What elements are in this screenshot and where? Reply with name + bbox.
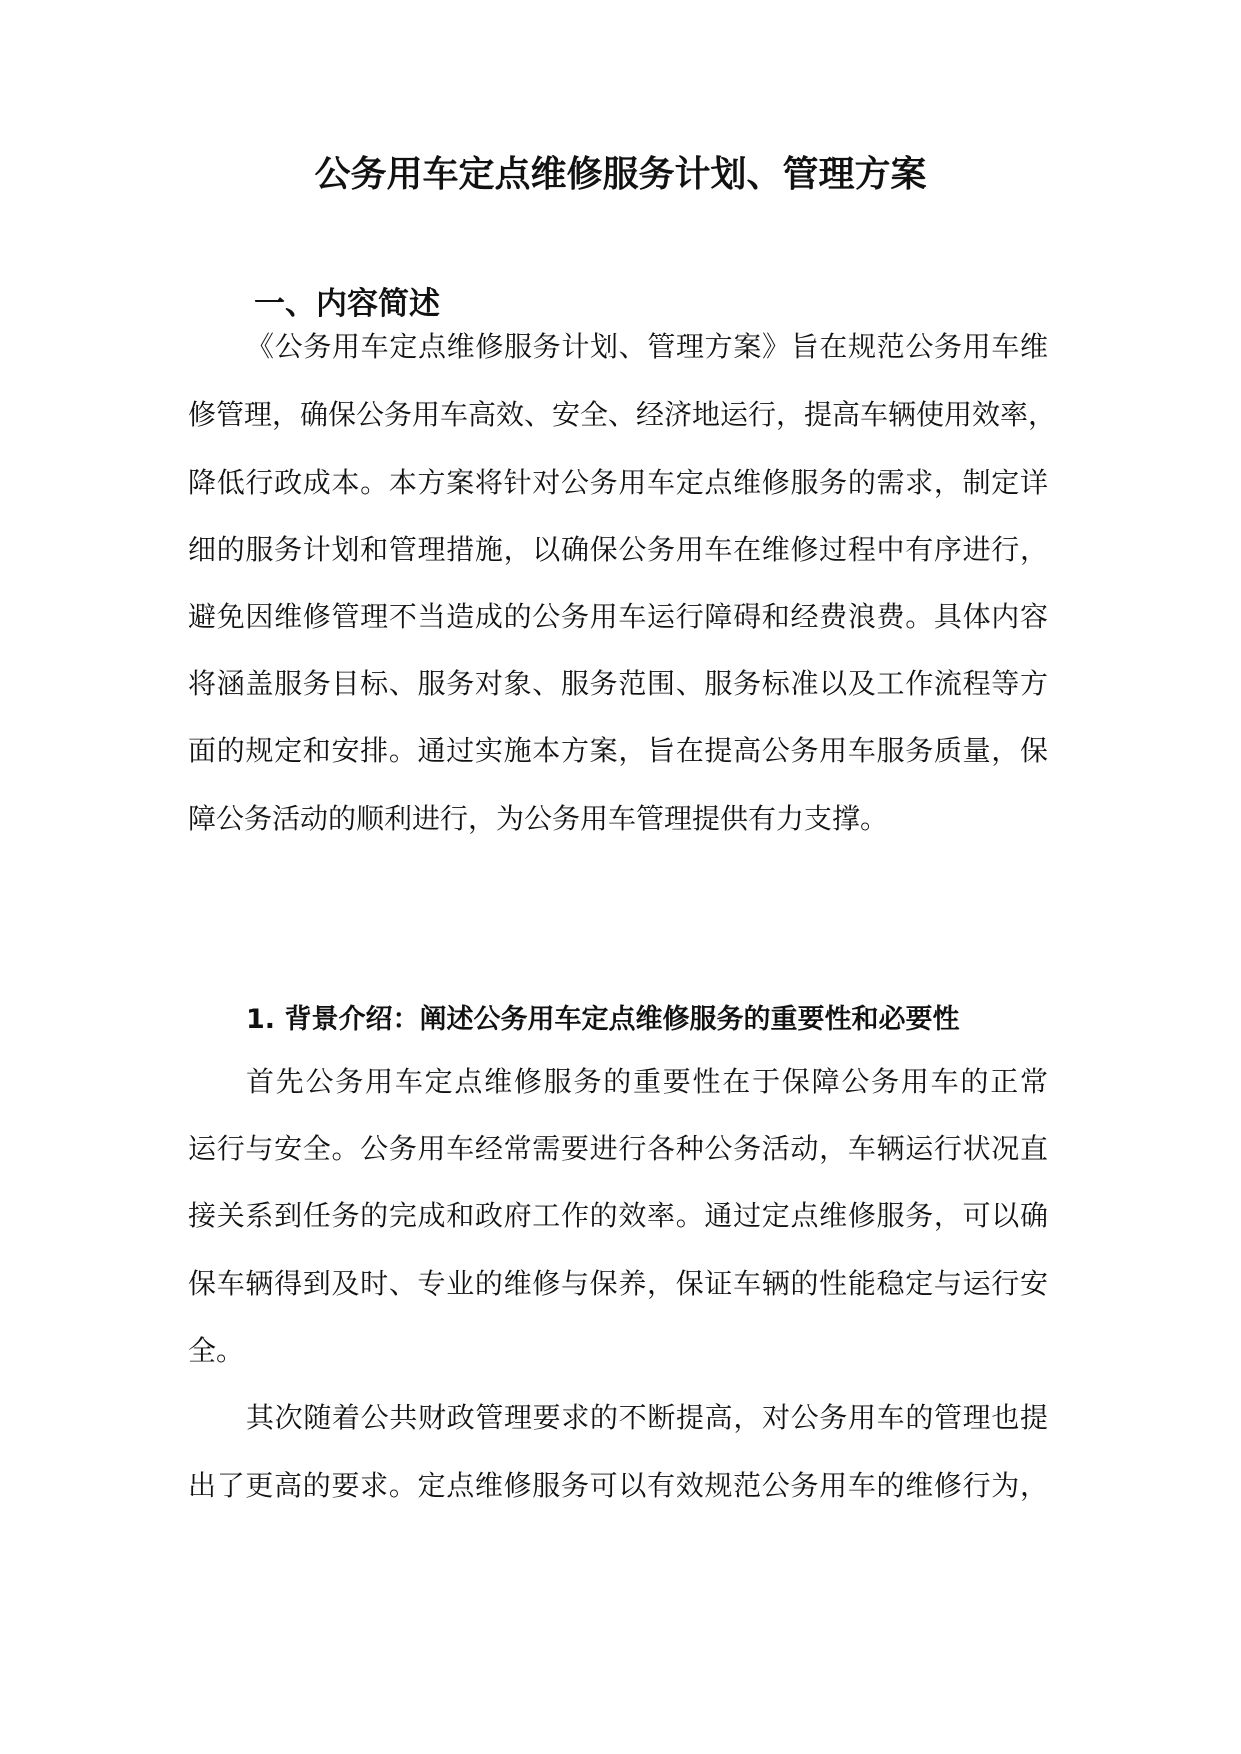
paragraph-line: 面的规定和安排。通过实施本方案，旨在提高公务用车服务质量，保 (188, 734, 1048, 767)
paragraph-line: 首先公务用车定点维修服务的重要性在于保障公务用车的正常 (246, 1065, 1048, 1098)
document-title: 公务用车定点维修服务计划、管理方案 (314, 154, 927, 195)
paragraph-line: 避免因维修管理不当造成的公务用车运行障碍和经费浪费。具体内容 (188, 600, 1048, 633)
paragraph-line: 全。 (188, 1334, 245, 1367)
paragraph-line: 运行与安全。公务用车经常需要进行各种公务活动，车辆运行状况直 (188, 1132, 1048, 1165)
paragraph-line: 《公务用车定点维修服务计划、管理方案》旨在规范公务用车维 (246, 330, 1048, 363)
section-heading-overview: 一、内容简述 (254, 286, 440, 322)
paragraph-line: 将涵盖服务目标、服务对象、服务范围、服务标准以及工作流程等方 (188, 667, 1048, 700)
paragraph-line: 其次随着公共财政管理要求的不断提高，对公务用车的管理也提 (246, 1401, 1048, 1434)
paragraph-line: 出了更高的要求。定点维修服务可以有效规范公务用车的维修行为， (188, 1469, 1048, 1502)
subsection-heading-background: 1. 背景介绍：阐述公务用车定点维修服务的重要性和必要性 (246, 1004, 960, 1035)
paragraph-line: 细的服务计划和管理措施，以确保公务用车在维修过程中有序进行， (188, 533, 1048, 566)
paragraph-line: 接关系到任务的完成和政府工作的效率。通过定点维修服务，可以确 (188, 1199, 1048, 1232)
paragraph-line: 障公务活动的顺利进行，为公务用车管理提供有力支撑。 (188, 802, 889, 835)
paragraph-line: 保车辆得到及时、专业的维修与保养，保证车辆的性能稳定与运行安 (188, 1267, 1048, 1300)
paragraph-line: 修管理，确保公务用车高效、安全、经济地运行，提高车辆使用效率， (188, 398, 1057, 431)
paragraph-line: 降低行政成本。本方案将针对公务用车定点维修服务的需求，制定详 (188, 466, 1048, 499)
